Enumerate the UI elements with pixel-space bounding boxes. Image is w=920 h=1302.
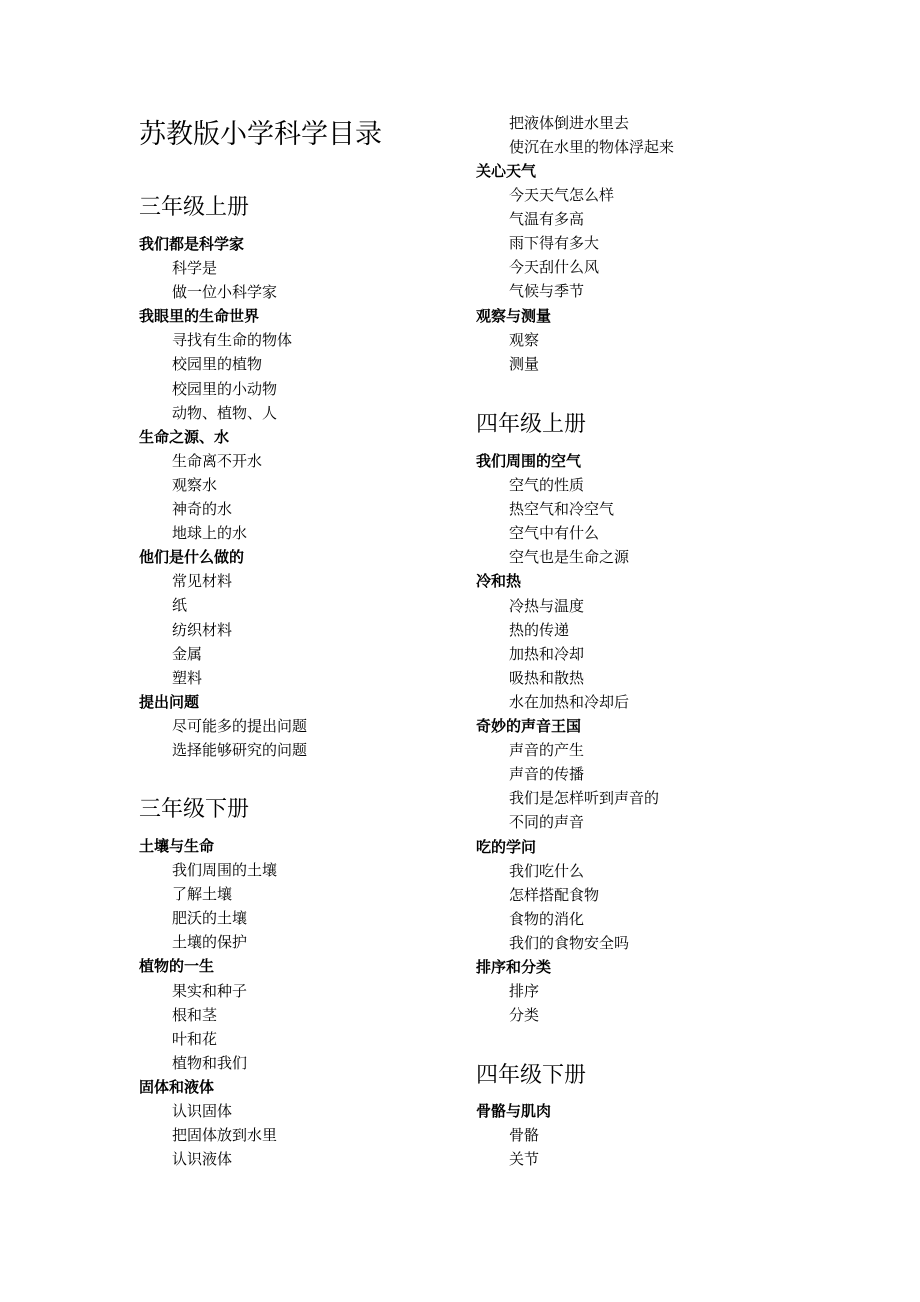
lesson-item: 寻找有生命的物体	[172, 331, 293, 350]
lesson-item: 空气的性质	[509, 476, 585, 495]
lesson-item: 塑料	[172, 668, 203, 687]
lesson-item: 测量	[509, 354, 540, 373]
grade-heading-g3-first: 三年级上册	[139, 195, 250, 220]
lesson-item: 做一位小科学家	[172, 283, 278, 302]
unit-title: 观察与测量	[476, 306, 552, 325]
lesson-item: 我们周围的土壤	[172, 861, 278, 880]
lesson-item: 食物的消化	[509, 909, 585, 928]
lesson-item: 排序	[509, 982, 540, 1001]
lesson-item: 校园里的小动物	[172, 379, 278, 398]
lesson-item: 观察	[509, 330, 540, 349]
unit-title: 奇妙的声音王国	[476, 717, 582, 736]
lesson-item: 观察水	[172, 475, 218, 494]
lesson-item: 了解土壤	[172, 885, 233, 904]
lesson-item: 校园里的植物	[172, 355, 263, 374]
lesson-item: 骨骼	[509, 1126, 540, 1145]
lesson-item: 我们是怎样听到声音的	[509, 789, 660, 808]
lesson-item: 气温有多高	[509, 210, 585, 229]
lesson-item: 纺织材料	[172, 620, 233, 639]
lesson-item: 把液体倒进水里去	[509, 114, 630, 132]
lesson-item: 把固体放到水里	[172, 1126, 278, 1145]
unit-title: 生命之源、水	[139, 427, 230, 446]
unit-title: 冷和热	[476, 572, 522, 591]
lesson-item: 果实和种子	[172, 981, 248, 1000]
unit-title: 关心天气	[476, 162, 537, 180]
lesson-item: 认识固体	[172, 1102, 233, 1121]
lesson-item: 根和茎	[172, 1005, 218, 1024]
lesson-item: 认识液体	[172, 1150, 233, 1169]
lesson-item: 地球上的水	[172, 524, 248, 543]
lesson-item: 怎样搭配食物	[509, 885, 600, 904]
grade-section-g3-second	[139, 834, 277, 1171]
lesson-item: 气候与季节	[509, 282, 585, 301]
lesson-item: 肥沃的土壤	[172, 909, 248, 928]
unit-title: 骨骼与肌肉	[476, 1102, 552, 1120]
lesson-item: 不同的声音	[509, 813, 585, 832]
lesson-item: 冷热与温度	[509, 596, 585, 615]
lesson-item: 植物和我们	[172, 1053, 248, 1072]
unit-title: 我们都是科学家	[139, 235, 245, 253]
grade-section-g3-first	[139, 232, 307, 762]
grade-heading-g3-second: 三年级下册	[139, 797, 250, 822]
unit-title: 我们周围的空气	[476, 452, 582, 470]
lesson-item: 神奇的水	[172, 500, 233, 519]
lesson-item: 加热和冷却	[509, 644, 585, 663]
unit-title: 我眼里的生命世界	[139, 307, 260, 326]
lesson-item: 热空气和冷空气	[509, 500, 615, 519]
lesson-item: 动物、植物、人	[172, 403, 278, 422]
unit-title: 植物的一生	[139, 957, 215, 976]
continued-lessons	[476, 111, 674, 159]
grade-section-g3-second-continued	[476, 159, 614, 376]
unit-title: 排序和分类	[476, 957, 552, 976]
grade-section-g4-first	[476, 449, 659, 1027]
grade-section-g4-second	[476, 1099, 551, 1171]
unit-title: 固体和液体	[139, 1077, 215, 1096]
lesson-item: 尽可能多的提出问题	[172, 716, 308, 735]
lesson-item: 我们吃什么	[509, 861, 585, 880]
unit-title: 提出问题	[139, 692, 200, 711]
lesson-item: 空气也是生命之源	[509, 548, 630, 567]
unit-title: 他们是什么做的	[139, 548, 245, 567]
lesson-item: 热的传递	[509, 620, 570, 639]
lesson-item: 声音的传播	[509, 765, 585, 784]
lesson-item: 常见材料	[172, 572, 233, 591]
lesson-item: 我们的食物安全吗	[509, 933, 630, 952]
lesson-item: 金属	[172, 644, 203, 663]
lesson-item: 土壤的保护	[172, 933, 248, 952]
lesson-item: 叶和花	[172, 1029, 218, 1048]
lesson-item: 今天刮什么风	[509, 258, 600, 277]
lesson-item: 今天天气怎么样	[509, 186, 615, 205]
unit-title: 土壤与生命	[139, 837, 215, 855]
grade-heading-g4-second: 四年级下册	[476, 1063, 587, 1088]
lesson-item: 选择能够研究的问题	[172, 740, 308, 759]
lesson-item: 生命离不开水	[172, 451, 263, 470]
lesson-item: 科学是	[172, 259, 218, 278]
lesson-item: 纸	[172, 596, 188, 615]
lesson-item: 声音的产生	[509, 741, 585, 760]
lesson-item: 水在加热和冷却后	[509, 692, 630, 711]
lesson-item: 雨下得有多大	[509, 234, 600, 253]
lesson-item: 空气中有什么	[509, 524, 600, 543]
document-title: 苏教版小学科学目录	[139, 119, 382, 150]
lesson-item: 吸热和散热	[509, 668, 585, 687]
unit-title: 吃的学问	[476, 837, 537, 856]
lesson-item: 分类	[509, 1006, 540, 1025]
lesson-item: 使沉在水里的物体浮起来	[509, 138, 675, 157]
lesson-item: 关节	[509, 1150, 540, 1169]
grade-heading-g4-first: 四年级上册	[476, 412, 587, 437]
